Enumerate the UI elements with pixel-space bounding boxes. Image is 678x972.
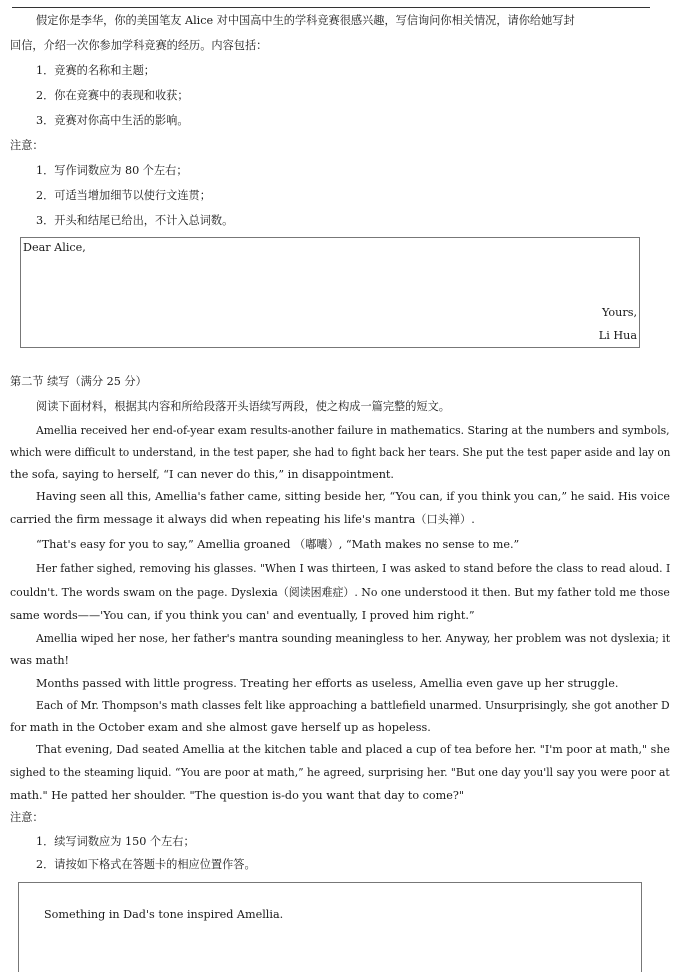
section-heading: 第二节 续写（满分 25 分） [10, 375, 147, 388]
continuation-answer-box [18, 882, 642, 972]
task1-note-label: 注意： [10, 139, 44, 152]
passage-line: Months passed with little progress. Treating her efforts as useless, Amellia even gave up her struggle. [36, 677, 619, 690]
task2-instruction: 阅读下面材料，根据其内容和所给段落开头语续写两段，使之构成一篇完整的短文。 [36, 400, 450, 413]
passage-line: couldn't. The words swam on the page. Dyslexia（阅读困难症）. No one understood it then. But my father told me those [10, 586, 670, 599]
task1-intro-line1: 假定你是李华，你的美国笔友 Alice 对中国高中生的学科竞赛很感兴趣，写信询问你相关情况，请你给她写封 [36, 14, 575, 27]
task1-intro-line2: 回信，介绍一次你参加学科竞赛的经历。内容包括： [10, 39, 268, 52]
top-rule [12, 7, 650, 8]
passage-line: That evening, Dad seated Amellia at the kitchen table and placed a cup of tea before her. "I'm poor at math," she [36, 743, 670, 756]
task1-note: 1．写作词数应为 80 个左右； [36, 164, 188, 177]
passage-line: Her father sighed, removing his glasses. "When I was thirteen, I was asked to stand before the class to read aloud. I [36, 562, 671, 575]
letter-closing: Yours, [602, 306, 637, 319]
opening-sentence: Something in Dad's tone inspired Amellia. [44, 908, 284, 921]
passage-line: sighed to the steaming liquid. “You are poor at math,” he agreed, surprising her. "But one day you'll say you were poor at [10, 766, 670, 779]
passage-line: carried the firm message it always did when repeating his life's mantra（口头禅）. [10, 513, 475, 526]
task2-note: 2．请按如下格式在答题卡的相应位置作答。 [36, 858, 256, 871]
passage-line: Amellia received her end-of-year exam results-another failure in mathematics. Staring at the numbers and symbols, [36, 424, 670, 437]
passage-line: the sofa, saying to herself, “I can never do this,” in disappointment. [10, 468, 394, 481]
task1-point: 2．你在竞赛中的表现和收获； [36, 89, 189, 102]
passage-line: Amellia wiped her nose, her father's mantra sounding meaningless to her. Anyway, her problem was not dyslexia; it [36, 632, 671, 645]
letter-signature: Li Hua [598, 329, 637, 342]
letter-answer-box [20, 237, 640, 348]
task1-note: 2．可适当增加细节以使行文连贯； [36, 189, 211, 202]
passage-line: same words——'You can, if you think you can' and eventually, I proved him right.” [10, 609, 475, 622]
task1-point: 1．竞赛的名称和主题； [36, 64, 155, 77]
passage-line: Each of Mr. Thompson's math classes felt like approaching a battlefield unarmed. Unsurprisingly, she got another D [36, 699, 670, 712]
passage-line: Having seen all this, Amellia's father came, sitting beside her, “You can, if you think you can,” he said. His voice [36, 490, 670, 503]
task2-note: 1．续写词数应为 150 个左右； [36, 835, 195, 848]
task2-note-label: 注意： [10, 811, 44, 824]
passage-line: math." He patted her shoulder. "The question is-do you want that day to come?" [10, 789, 464, 802]
passage-line: which were difficult to understand, in the test paper, she had to fight back her tears. She put the test paper aside and lay on [10, 446, 671, 459]
task1-point: 3．竞赛对你高中生活的影响。 [36, 114, 189, 127]
task1-note: 3．开头和结尾已给出，不计入总词数。 [36, 214, 234, 227]
letter-greeting: Dear Alice, [23, 241, 86, 254]
passage-line: for math in the October exam and she almost gave herself up as hopeless. [10, 721, 431, 734]
passage-line: was math! [10, 654, 70, 667]
passage-line: “That's easy for you to say,” Amellia groaned （嘟囔）, “Math makes no sense to me.” [36, 538, 520, 551]
